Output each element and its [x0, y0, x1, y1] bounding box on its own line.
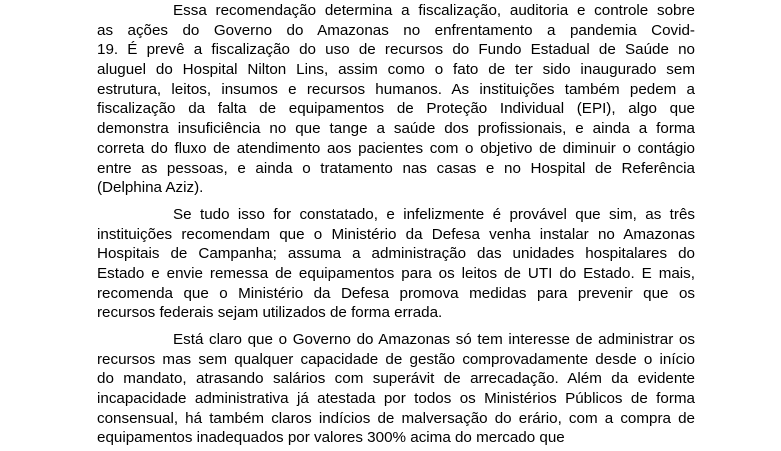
paragraph-defense-ministry: [97, 205, 695, 323]
text-line: Está claro que o Governo do Amazonas só tem interesse de administrar os: [173, 331, 695, 348]
text-line: Se tudo isso for constatado, e infelizmente é provável que sim, as três: [173, 206, 695, 223]
text-line: entre as pessoas, e ainda o tratamento nas casas e no Hospital de Referência: [97, 159, 695, 177]
text-line: recomenda que o Ministério da Defesa promova medidas para prevenir que os: [97, 284, 695, 302]
text-line: instituições recomendam que o Ministério da Defesa venha instalar no Amazonas: [97, 225, 695, 243]
text-line: Hospitais de Campanha; assuma a administração das unidades hospitalares do: [97, 245, 695, 263]
text-line: incapacidade administrativa já atestada por todos os Ministérios Públicos de forma: [97, 390, 695, 408]
text-line: estrutura, leitos, insumos e recursos humanos. As instituições também pedem a: [97, 80, 695, 98]
paragraph-government-criticism: [97, 330, 695, 448]
text-line: recursos federais sejam utilizados de forma errada.: [97, 304, 443, 322]
text-line: fiscalização da falta de equipamentos de Proteção Individual (EPI), algo que: [97, 100, 695, 118]
text-line: Essa recomendação determina a fiscalização, auditoria e controle sobre: [173, 2, 695, 19]
text-line: recursos mas sem qualquer capacidade de gestão comprovadamente desde o início: [97, 350, 695, 368]
text-line: as ações do Governo do Amazonas no enfrentamento a pandemia Covid-: [97, 21, 695, 39]
text-line: do mandato, atrasando salários com superávit de arrecadação. Além da evidente: [97, 370, 695, 388]
text-line: (Delphina Aziz).: [97, 179, 204, 197]
text-line: 19. É prevê a fiscalização do uso de recursos do Fundo Estadual de Saúde no: [97, 41, 695, 59]
text-line: correta do fluxo de atendimento aos pacientes com o objetivo de diminuir o contágio: [97, 139, 695, 157]
text-line: equipamentos inadequados por valores 300% acima do mercado que: [97, 429, 565, 447]
text-line: Estado e envie remessa de equipamentos para os leitos de UTI do Estado. E mais,: [97, 265, 695, 283]
paragraph-recommendation: [97, 1, 695, 198]
text-line: consensual, há também claros indícios de malversação do erário, com a compra de: [97, 409, 695, 427]
text-line: aluguel do Hospital Nilton Lins, assim como o fato de ter sido inaugurado sem: [97, 61, 695, 79]
text-line: demonstra insuficiência no que tange a saúde dos profissionais, e ainda a forma: [97, 120, 695, 138]
